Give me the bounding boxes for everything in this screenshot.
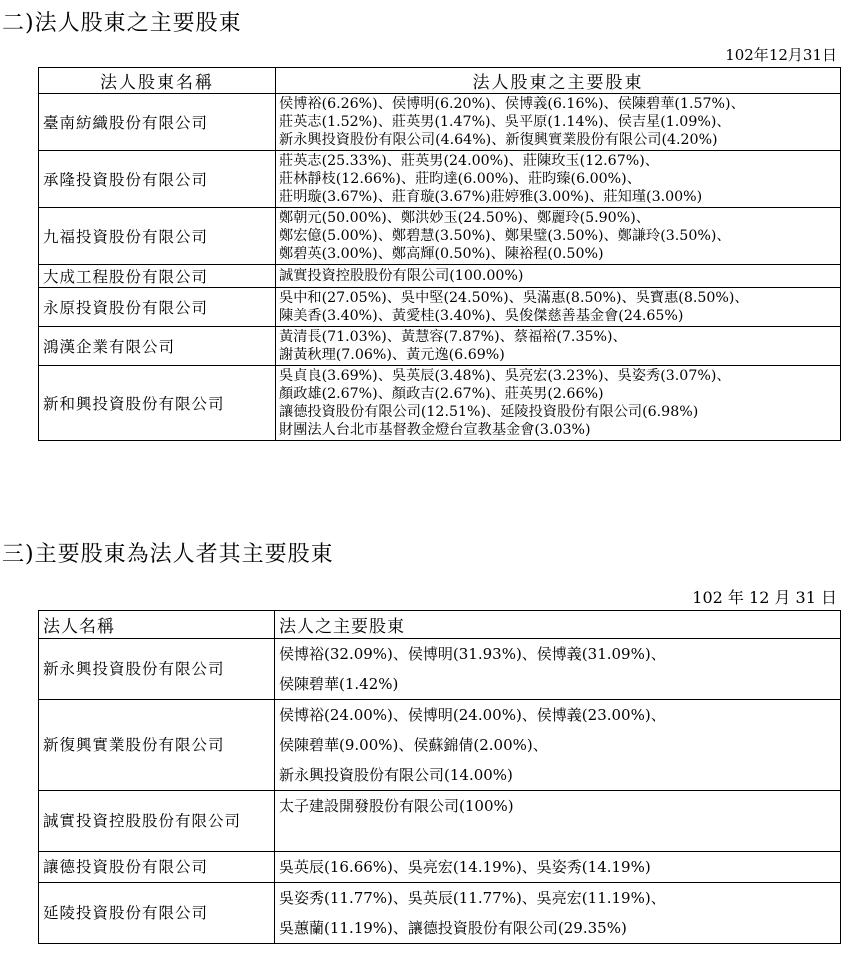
table-row: [39, 852, 841, 883]
shareholder-line: 吳中和(27.05%)、吳中堅(24.50%)、吳滿惠(8.50%)、吳寶惠(8.50%)、: [279, 290, 749, 306]
shareholders-cell: [275, 791, 841, 852]
corporate-name-cell: 延陵投資股份有限公司: [39, 883, 275, 944]
shareholder-line: 鄭朝元(50.00%)、鄭洪妙玉(24.50%)、鄭麗玲(5.90%)、: [279, 210, 650, 226]
shareholder-line: 謝黃秋理(7.06%)、黃元逸(6.69%): [279, 347, 505, 363]
shareholder-line: 侯博裕(32.09%)、侯博明(31.93%)、侯博義(31.09%)、: [279, 645, 666, 663]
shareholders-cell: [276, 366, 841, 441]
column-header-corporate-name: 法人名稱: [39, 611, 275, 639]
shareholder-line: 吳姿秀(11.77%)、吳英辰(11.77%)、吳亮宏(11.19%)、: [279, 889, 666, 907]
shareholder-line: 新永興投資股份有限公司(14.00%): [279, 766, 513, 784]
shareholders-cell: [276, 327, 841, 366]
table-row: [39, 288, 841, 327]
shareholder-line: 莊林靜枝(12.66%)、莊昀達(6.00%)、莊昀臻(6.00%)、: [279, 171, 641, 187]
corporate-name-cell: 誠實投資控股股份有限公司: [39, 791, 275, 852]
shareholder-line: 讓德投資股份有限公司(12.51%)、延陵投資股份有限公司(6.98%): [279, 404, 699, 420]
shareholder-line: 新永興投資股份有限公司(4.64%)、新復興實業股份有限公司(4.20%): [279, 132, 718, 148]
column-header-major-shareholders: 法人股東之主要股東: [276, 68, 841, 94]
shareholder-line: 太子建設開發股份有限公司(100%): [279, 797, 514, 815]
corporate-name-cell: 讓德投資股份有限公司: [39, 852, 275, 883]
table-row: [39, 208, 841, 265]
corporate-name-cell: 大成工程股份有限公司: [39, 265, 276, 288]
corporate-shareholders-table: [38, 67, 841, 441]
shareholders-cell: [276, 208, 841, 265]
table-header-row: [39, 611, 841, 639]
shareholder-line: 黃清長(71.03%)、黃慧容(7.87%)、蔡福裕(7.35%)、: [279, 329, 627, 345]
section-2-date: 102年12月31日: [725, 46, 837, 64]
shareholders-cell: [276, 94, 841, 151]
corporate-name-cell: 九福投資股份有限公司: [39, 208, 276, 265]
shareholder-line: 侯陳碧華(1.42%): [279, 675, 399, 693]
section-2-title: 二)法人股東之主要股東: [2, 11, 242, 36]
shareholder-line: 莊明璇(3.67%)、莊育璇(3.67%)莊婷雅(3.00%)、莊知瑾(3.00%): [279, 189, 703, 205]
shareholder-line: 顏政雄(2.67%)、顏政吉(2.67%)、莊英男(2.66%): [279, 386, 604, 402]
shareholder-line: 誠實投資控股股份有限公司(100.00%): [279, 268, 524, 284]
corporate-name-cell: 鴻漢企業有限公司: [39, 327, 276, 366]
shareholder-line: 陳美香(3.40%)、黃愛桂(3.40%)、吳俊傑慈善基金會(24.65%): [279, 308, 684, 324]
shareholder-line: 侯陳碧華(9.00%)、侯蘇錦倩(2.00%)、: [279, 736, 548, 754]
table-row: [39, 639, 841, 700]
section-3-title: 三)主要股東為法人者其主要股東: [2, 542, 334, 567]
shareholders-cell: [276, 151, 841, 208]
shareholders-cell: [276, 288, 841, 327]
shareholder-line: 莊英志(25.33%)、莊英男(24.00%)、莊陳玫玉(12.67%)、: [279, 153, 659, 169]
table-row: [39, 883, 841, 944]
shareholders-cell: [275, 883, 841, 944]
corporate-name-cell: 新和興投資股份有限公司: [39, 366, 276, 441]
corporate-name-cell: 臺南紡織股份有限公司: [39, 94, 276, 151]
table-row: [39, 327, 841, 366]
corporate-name-cell: 承隆投資股份有限公司: [39, 151, 276, 208]
section-3-date: 102 年 12 月 31 日: [692, 588, 837, 607]
corporate-name-cell: 永原投資股份有限公司: [39, 288, 276, 327]
table-row: [39, 700, 841, 791]
shareholder-line: 吳蕙蘭(11.19%)、讓德投資股份有限公司(29.35%): [279, 919, 627, 937]
corporate-name-cell: 新復興實業股份有限公司: [39, 700, 275, 791]
shareholder-line: 鄭宏億(5.00%)、鄭碧慧(3.50%)、鄭果璧(3.50%)、鄭謙玲(3.50%)、: [279, 228, 731, 244]
column-header-major-shareholders: 法人之主要股東: [275, 611, 841, 639]
shareholder-line: 鄭碧英(3.00%)、鄭高輝(0.50%)、陳裕程(0.50%): [279, 246, 604, 262]
shareholders-cell: [275, 852, 841, 883]
shareholder-line: 吳英辰(16.66%)、吳亮宏(14.19%)、吳姿秀(14.19%): [279, 858, 651, 876]
shareholder-line: 財團法人台北市基督教金燈台宣教基金會(3.03%): [279, 422, 591, 438]
shareholder-line: [279, 821, 836, 851]
shareholders-cell: [275, 639, 841, 700]
table-row: [39, 791, 841, 852]
shareholder-line: 侯博裕(6.26%)、侯博明(6.20%)、侯博義(6.16%)、侯陳碧華(1.57%)、: [279, 96, 745, 112]
shareholders-cell: [275, 700, 841, 791]
table-row: [39, 366, 841, 441]
corporate-name-cell: 新永興投資股份有限公司: [39, 639, 275, 700]
table-header-row: [39, 68, 841, 94]
table-row: [39, 151, 841, 208]
shareholder-line: 莊英志(1.52%)、莊英男(1.47%)、吳平原(1.14%)、侯吉星(1.09%)、: [279, 114, 731, 130]
corporate-major-shareholders-table: [38, 610, 841, 944]
table-row: [39, 94, 841, 151]
table-row: [39, 265, 841, 288]
shareholder-line: 侯博裕(24.00%)、侯博明(24.00%)、侯博義(23.00%)、: [279, 706, 666, 724]
column-header-corporate-name: 法人股東名稱: [39, 68, 276, 94]
shareholders-cell: [276, 265, 841, 288]
shareholder-line: 吳貞良(3.69%)、吳英辰(3.48%)、吳亮宏(3.23%)、吳姿秀(3.07%)、: [279, 368, 731, 384]
